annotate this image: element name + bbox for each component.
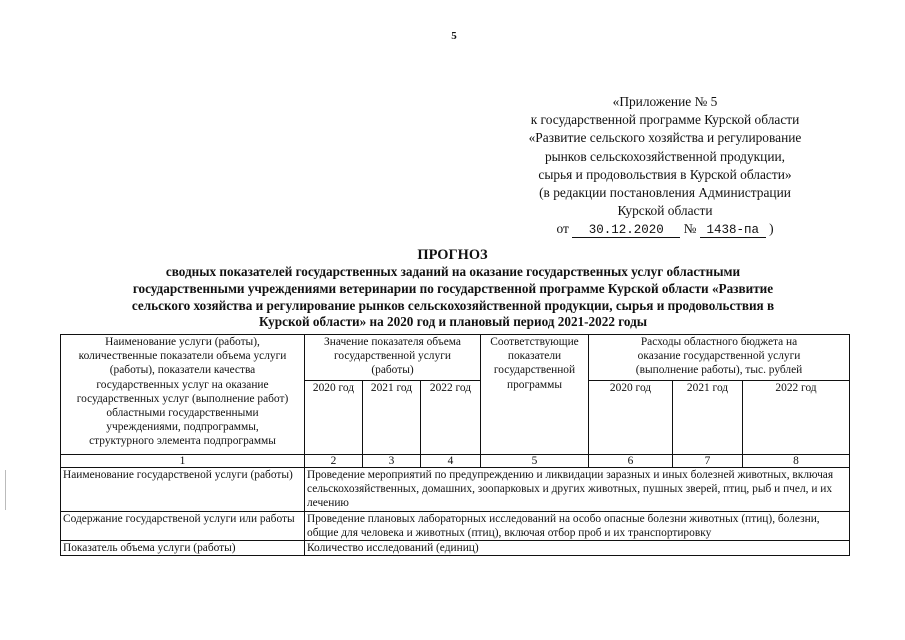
closing-paren: ) (769, 221, 774, 237)
column-number: 3 (363, 455, 421, 468)
subtitle-line: сельского хозяйства и регулирование рынков сельскохозяйственной продукции, сырья и продовольствия в (131, 297, 775, 313)
appendix-line: «Развитие сельского хозяйства и регулирование (528, 130, 802, 146)
table-row (61, 468, 850, 512)
appendix-line: Курской области (617, 203, 713, 219)
row-label: Наименование государственой услуги (работы) (61, 468, 305, 512)
row-value: Количество исследований (единиц) (305, 541, 850, 556)
resolution-date: 30.12.2020 (572, 223, 680, 238)
column-number: 4 (421, 455, 481, 468)
column-number: 7 (673, 455, 743, 468)
header-year-2022-value: 2022 год (421, 381, 481, 455)
appendix-block (500, 93, 830, 239)
column-number: 8 (743, 455, 850, 468)
header-value-group: Значение показателя объема государственной услуги (работы) (305, 335, 481, 381)
column-number: 1 (61, 455, 305, 468)
appendix-line: (в редакции постановления Администрации (539, 185, 791, 201)
column-number: 5 (481, 455, 589, 468)
table-row (61, 541, 850, 556)
header-year-2021-expenses: 2021 год (673, 381, 743, 455)
from-label: от (556, 221, 569, 237)
column-number: 2 (305, 455, 363, 468)
header-year-2020-expenses: 2020 год (589, 381, 673, 455)
header-year-2021-value: 2021 год (363, 381, 421, 455)
subtitle-line: Курской области» на 2020 год и плановый период 2021-2022 годы (258, 314, 648, 330)
page-number: 5 (451, 30, 457, 42)
resolution-number: 1438-па (700, 223, 766, 238)
appendix-line: к государственной программе Курской области (530, 112, 800, 128)
scan-margin-mark (5, 470, 6, 510)
header-expenses-group: Расходы областного бюджета на оказание государственной услуги (выполнение работы), тыс. рублей (589, 335, 850, 381)
table-row (61, 511, 850, 540)
document-title: ПРОГНОЗ (417, 247, 488, 263)
document-subtitle (78, 264, 828, 331)
number-label: № (683, 221, 697, 237)
appendix-line: рынков сельскохозяйственной продукции, (544, 148, 786, 164)
row-label: Содержание государственой услуги или работы (61, 511, 305, 540)
resolution-reference (500, 220, 830, 238)
column-number: 6 (589, 455, 673, 468)
appendix-line: «Приложение № 5 (612, 94, 718, 109)
subtitle-line: государственными учреждениями ветеринарии по государственной программе Курской области «Развитие (132, 280, 774, 296)
header-year-2020-value: 2020 год (305, 381, 363, 455)
row-value: Проведение плановых лабораторных исследований на особо опасные болезни животных (птиц), болезни, общие для человека и животных (птиц), включая отбор проб и их транспортировку (305, 511, 850, 540)
header-year-2022-expenses: 2022 год (743, 381, 850, 455)
subtitle-line: сводных показателей государственных заданий на оказание государственных услуг областными (165, 264, 741, 279)
row-value: Проведение мероприятий по предупреждению и ликвидации заразных и иных болезней животных, включая сельскохозяйственных, домашних, зоопарковых и других животных, пушных зверей, птиц, рыб и пчел, и их лечению (305, 468, 850, 512)
header-service-name: Наименование услуги (работы), количественные показатели объема услуги (работы), показатели качества государственных услуг на оказание государственных услуг (выполнение работ) областными государственными учреждениями, подпрограммы, структурного элемента подпрограммы (61, 335, 305, 455)
header-program-indicators: Соответствующие показатели государственной программы (481, 335, 589, 455)
appendix-line: сырья и продовольствия в Курской области» (538, 166, 792, 182)
row-label: Показатель объема услуги (работы) (61, 541, 305, 556)
forecast-table (60, 334, 850, 556)
